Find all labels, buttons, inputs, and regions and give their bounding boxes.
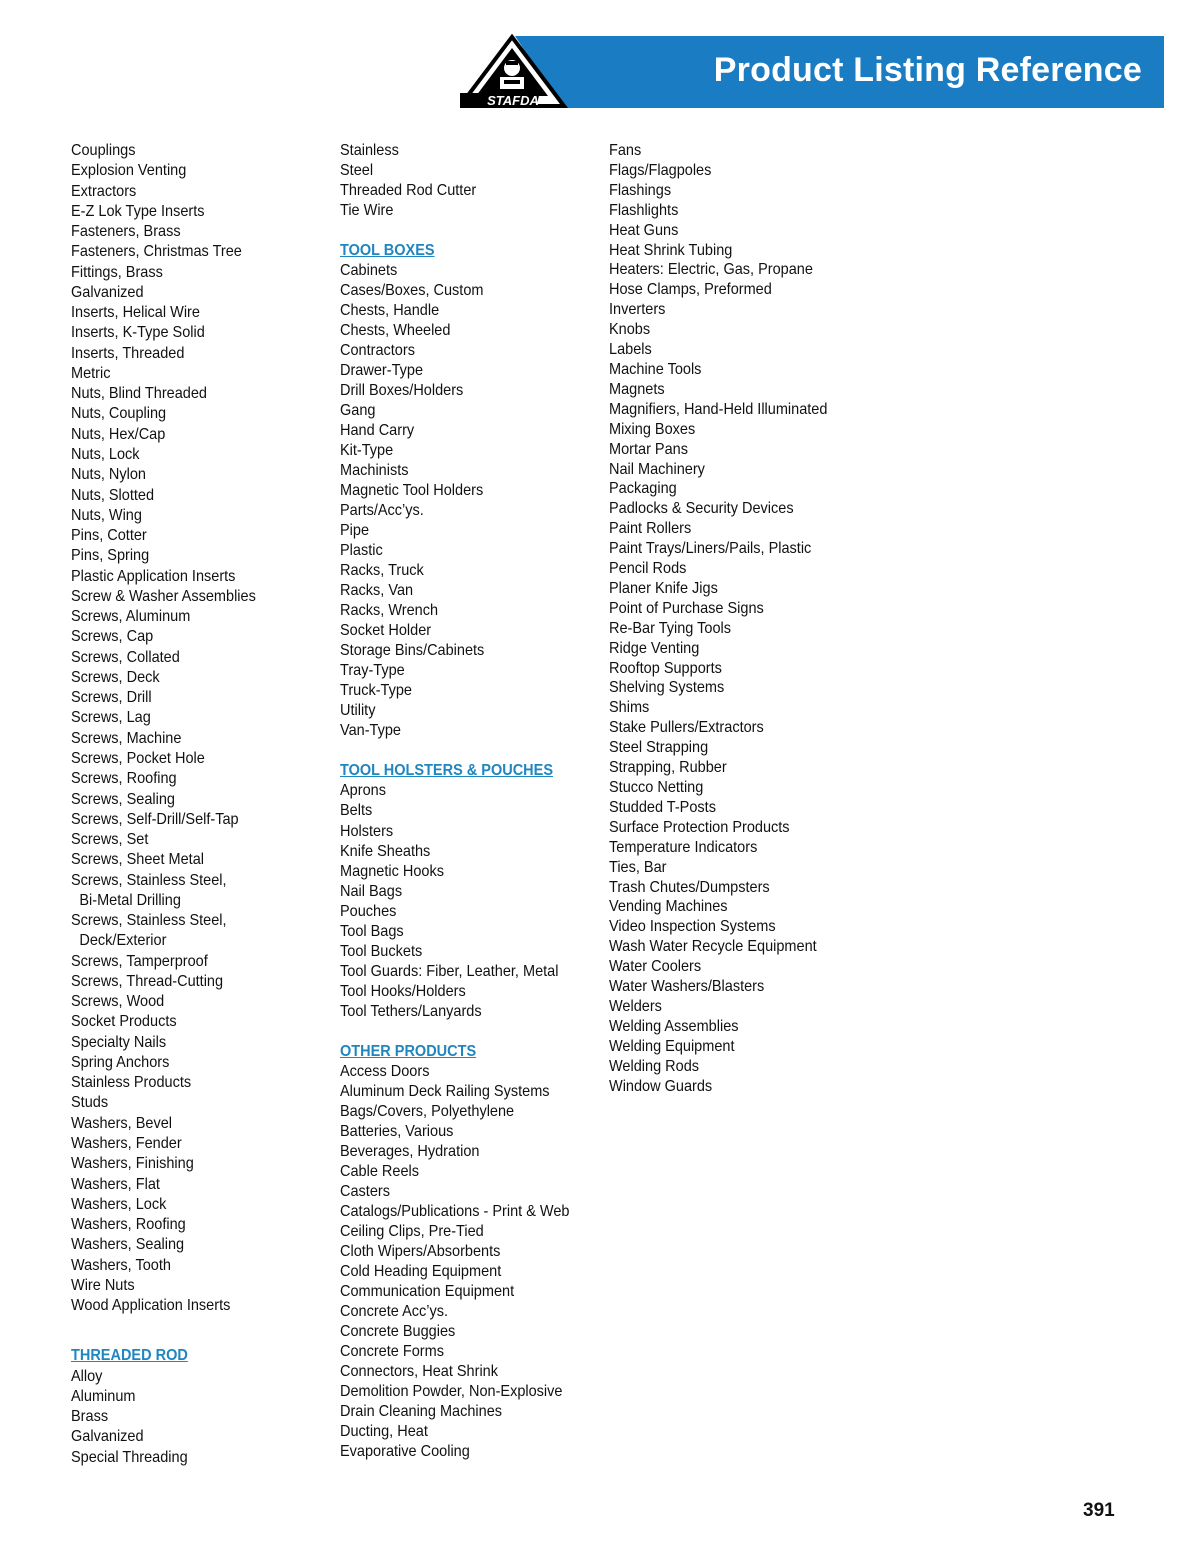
list-item: Pencil Rods: [609, 560, 687, 578]
list-item: Nail Bags: [340, 882, 403, 900]
list-item: Cabinets: [340, 262, 398, 280]
list-item: Storage Bins/Cabinets: [340, 642, 485, 660]
list-item: Welding Equipment: [609, 1037, 735, 1055]
list-item: Heaters: Electric, Gas, Propane: [609, 261, 813, 279]
list-item: Screws, Machine: [71, 729, 182, 747]
list-item: Studded T-Posts: [609, 798, 716, 816]
list-item: Washers, Flat: [71, 1175, 160, 1193]
list-item: Studs: [71, 1094, 109, 1112]
list-item: Racks, Truck: [340, 562, 424, 580]
list-item: Steel Strapping: [609, 739, 709, 757]
list-item: Magnets: [609, 380, 665, 398]
list-item: Screws, Sheet Metal: [71, 851, 205, 869]
list-item: E-Z Lok Type Inserts: [71, 202, 205, 220]
list-item: Beverages, Hydration: [340, 1142, 480, 1160]
list-item: Strapping, Rubber: [609, 759, 727, 777]
list-item: Screws, Thread-Cutting: [71, 972, 224, 990]
list-item: Screws, Aluminum: [71, 608, 191, 626]
list-item: Threaded Rod Cutter: [340, 182, 477, 200]
list-item: Concrete Buggies: [340, 1322, 456, 1340]
list-item: Heat Shrink Tubing: [609, 241, 733, 259]
list-item: Spring Anchors: [71, 1053, 170, 1071]
list-item: Hose Clamps, Preformed: [609, 281, 772, 299]
list-item: Screws, Deck: [71, 668, 160, 686]
list-item: Screws, Sealing: [71, 790, 175, 808]
list-item: Evaporative Cooling: [340, 1442, 470, 1460]
column-3: [609, 141, 869, 1097]
list-item: Steel: [340, 162, 374, 180]
column-1: [71, 141, 313, 1468]
list-item: Ceiling Clips, Pre-Tied: [340, 1222, 484, 1240]
list-item: Screws, Stainless Steel,: [71, 871, 227, 889]
logo-wordmark: STAFDA: [487, 93, 539, 108]
list-item: Plastic Application Inserts: [71, 567, 236, 585]
list-item: Parts/Acc’ys.: [340, 502, 424, 520]
list-item: Wash Water Recycle Equipment: [609, 938, 817, 956]
list-item: Explosion Venting: [71, 162, 187, 180]
list-item: Nuts, Slotted: [71, 486, 155, 504]
list-item: Machinists: [340, 462, 409, 480]
list-item: Window Guards: [609, 1077, 713, 1095]
list-item: Access Doors: [340, 1062, 430, 1080]
list-item: Screws, Lag: [71, 709, 151, 727]
list-item: Screws, Collated: [71, 648, 180, 666]
list-item: Screws, Set: [71, 831, 149, 849]
list-item: Screws, Wood: [71, 993, 165, 1011]
list-item: Nail Machinery: [609, 460, 705, 478]
list-item: Nuts, Hex/Cap: [71, 425, 166, 443]
list-item: Screws, Roofing: [71, 770, 177, 788]
list-item: Nuts, Coupling: [71, 405, 167, 423]
list-item: Racks, Wrench: [340, 602, 439, 620]
list-item: Magnetic Hooks: [340, 862, 444, 880]
list-item: Socket Products: [71, 1013, 177, 1031]
list-item: Tool Buckets: [340, 942, 423, 960]
list-item: Tool Guards: Fiber, Leather, Metal: [340, 962, 559, 980]
other-products-list: [340, 1062, 582, 1462]
tool-holsters-list: [340, 781, 582, 1021]
list-item: Batteries, Various: [340, 1122, 454, 1140]
list-item: Screw & Washer Assemblies: [71, 587, 256, 605]
list-item: Plastic: [340, 542, 383, 560]
list-item: Extractors: [71, 182, 137, 200]
list-item: Contractors: [340, 342, 415, 360]
list-item: Specialty Nails: [71, 1033, 167, 1051]
list-item: Washers, Tooth: [71, 1256, 171, 1274]
list-item: Inserts, Helical Wire: [71, 304, 200, 322]
list-item: Racks, Van: [340, 582, 414, 600]
list-item: Drill Boxes/Holders: [340, 382, 464, 400]
list-item: Washers, Sealing: [71, 1236, 185, 1254]
list-item: Paint Trays/Liners/Pails, Plastic: [609, 540, 812, 558]
list-item: Casters: [340, 1182, 390, 1200]
list-item: Point of Purchase Signs: [609, 599, 764, 617]
list-item: Washers, Bevel: [71, 1114, 173, 1132]
list-item: Shelving Systems: [609, 679, 725, 697]
list-item: Knife Sheaths: [340, 842, 431, 860]
list-item: Cold Heading Equipment: [340, 1262, 502, 1280]
list-item: Concrete Acc’ys.: [340, 1302, 449, 1320]
list-item: Special Threading: [71, 1448, 188, 1466]
list-item: Video Inspection Systems: [609, 918, 776, 936]
stafda-logo: [460, 34, 570, 110]
list-item: Tool Tethers/Lanyards: [340, 1002, 482, 1020]
page-number: 391: [1083, 1500, 1115, 1521]
list-item: Padlocks & Security Devices: [609, 500, 794, 518]
list-item: Truck-Type: [340, 682, 412, 700]
list-item: Cases/Boxes, Custom: [340, 282, 484, 300]
list-item: Welding Assemblies: [609, 1017, 739, 1035]
list-item: Aluminum: [71, 1387, 136, 1405]
list-item: Knobs: [609, 321, 651, 339]
list-item: Galvanized: [71, 283, 144, 301]
list-item: Tray-Type: [340, 662, 405, 680]
list-item: Screws, Pocket Hole: [71, 749, 205, 767]
page-title: Product Listing Reference: [713, 51, 1142, 89]
list-item: Ties, Bar: [609, 858, 667, 876]
list-item: Fasteners, Brass: [71, 223, 181, 241]
list-item: Hand Carry: [340, 422, 415, 440]
list-item: Washers, Lock: [71, 1195, 167, 1213]
list-item: Washers, Roofing: [71, 1216, 186, 1234]
list-item: Aprons: [340, 782, 386, 800]
list-item: Fasteners, Christmas Tree: [71, 243, 242, 261]
section-heading-other-products: OTHER PRODUCTS: [340, 1042, 477, 1060]
list-item: Flashings: [609, 181, 672, 199]
list-item: Stake Pullers/Extractors: [609, 719, 764, 737]
list-item: Chests, Handle: [340, 302, 440, 320]
list-item: Magnifiers, Hand-Held Illuminated: [609, 400, 828, 418]
list-item: Welders: [609, 997, 662, 1015]
list-item: Inserts, K-Type Solid: [71, 324, 205, 342]
list-item: Metric: [71, 364, 111, 382]
list-item: Machine Tools: [609, 360, 702, 378]
section-heading-threaded-rod: THREADED ROD: [71, 1347, 188, 1365]
list-item: Tool Bags: [340, 922, 404, 940]
list-item: Water Coolers: [609, 958, 702, 976]
list-item: Bi-Metal Drilling: [79, 891, 181, 909]
list-item: Communication Equipment: [340, 1282, 515, 1300]
list-item: Inserts, Threaded: [71, 344, 185, 362]
page-header: [460, 36, 1164, 108]
fastener-list: [71, 141, 313, 1316]
list-item: Couplings: [71, 142, 136, 159]
list-item: Screws, Tamperproof: [71, 952, 208, 970]
other-products-continued-list: [609, 141, 869, 1097]
list-item: Temperature Indicators: [609, 838, 758, 856]
list-item: Pipe: [340, 522, 370, 540]
list-item: Alloy: [71, 1367, 103, 1385]
list-item: Re-Bar Tying Tools: [609, 619, 731, 637]
list-item: Drain Cleaning Machines: [340, 1402, 503, 1420]
list-item: Nuts, Wing: [71, 506, 142, 524]
list-item: Cable Reels: [340, 1162, 420, 1180]
list-item: Flags/Flagpoles: [609, 161, 712, 179]
list-item: Fittings, Brass: [71, 263, 163, 281]
list-item: Connectors, Heat Shrink: [340, 1362, 498, 1380]
tool-boxes-list: [340, 261, 582, 741]
section-heading-tool-boxes: TOOL BOXES: [340, 242, 435, 260]
list-item: Galvanized: [71, 1428, 144, 1446]
list-item: Trash Chutes/Dumpsters: [609, 878, 770, 896]
list-item: Fans: [609, 142, 642, 159]
list-item: Nuts, Nylon: [71, 466, 146, 484]
list-item: Surface Protection Products: [609, 818, 790, 836]
list-item: Magnetic Tool Holders: [340, 482, 484, 500]
list-item: Washers, Finishing: [71, 1155, 194, 1173]
list-item: Nuts, Lock: [71, 445, 140, 463]
list-item: Shims: [609, 699, 650, 717]
column-2: [340, 141, 582, 1462]
list-item: Wire Nuts: [71, 1276, 135, 1294]
list-item: Catalogs/Publications - Print & Web: [340, 1202, 570, 1220]
list-item: Belts: [340, 802, 373, 820]
list-item: Stucco Netting: [609, 779, 704, 796]
list-item: Cloth Wipers/Absorbents: [340, 1242, 501, 1260]
list-item: Kit-Type: [340, 442, 394, 460]
list-item: Welding Rods: [609, 1057, 700, 1075]
list-item: Rooftop Supports: [609, 659, 722, 677]
list-item: Tool Hooks/Holders: [340, 982, 466, 1000]
list-item: Ridge Venting: [609, 639, 700, 657]
list-item: Pins, Cotter: [71, 527, 147, 545]
list-item: Chests, Wheeled: [340, 322, 451, 340]
threaded-rod-continued-list: [340, 141, 582, 221]
list-item: Pins, Spring: [71, 547, 150, 565]
list-item: Deck/Exterior: [79, 932, 167, 950]
list-item: Planer Knife Jigs: [609, 579, 718, 597]
list-item: Heat Guns: [609, 221, 679, 239]
list-item: Paint Rollers: [609, 520, 692, 538]
list-item: Holsters: [340, 822, 394, 840]
list-item: Screws, Drill: [71, 689, 152, 707]
list-item: Wood Application Inserts: [71, 1297, 231, 1315]
list-item: Mortar Pans: [609, 440, 688, 458]
list-item: Stainless: [340, 142, 399, 159]
list-item: Demolition Powder, Non-Explosive: [340, 1382, 563, 1400]
list-item: Stainless Products: [71, 1074, 192, 1092]
list-item: Packaging: [609, 480, 677, 498]
list-item: Drawer-Type: [340, 362, 424, 380]
list-item: Gang: [340, 402, 376, 420]
list-item: Utility: [340, 702, 376, 720]
list-item: Vending Machines: [609, 898, 728, 916]
list-item: Aluminum Deck Railing Systems: [340, 1082, 550, 1100]
list-item: Screws, Self-Drill/Self-Tap: [71, 810, 239, 828]
list-item: Washers, Fender: [71, 1135, 182, 1153]
list-item: Tie Wire: [340, 202, 394, 220]
list-item: Bags/Covers, Polyethylene: [340, 1102, 515, 1120]
list-item: Screws, Cap: [71, 628, 154, 646]
list-item: Inverters: [609, 301, 666, 319]
list-item: Screws, Stainless Steel,: [71, 912, 227, 930]
threaded-rod-list: [71, 1367, 313, 1468]
section-heading-tool-holsters: TOOL HOLSTERS & POUCHES: [340, 762, 553, 780]
list-item: Nuts, Blind Threaded: [71, 385, 207, 403]
list-item: Pouches: [340, 902, 397, 920]
list-item: Brass: [71, 1408, 109, 1426]
list-item: Socket Holder: [340, 622, 432, 640]
list-item: Labels: [609, 341, 652, 359]
list-item: Mixing Boxes: [609, 420, 696, 438]
list-item: Ducting, Heat: [340, 1422, 428, 1440]
list-item: Water Washers/Blasters: [609, 978, 765, 996]
list-item: Concrete Forms: [340, 1342, 444, 1360]
list-item: Van-Type: [340, 722, 402, 740]
list-item: Flashlights: [609, 201, 679, 219]
